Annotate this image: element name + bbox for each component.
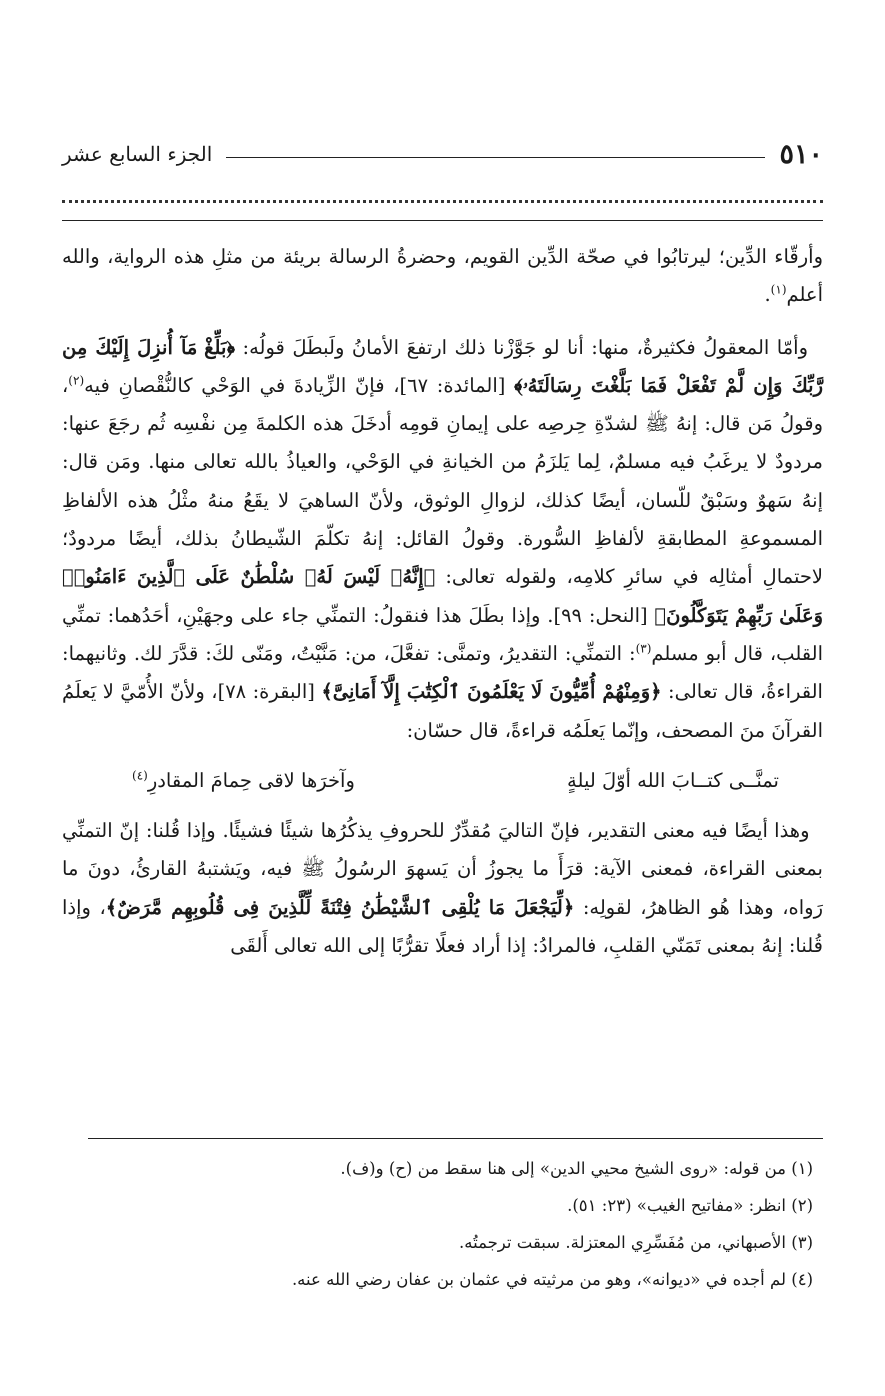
verse-second-hemistich-wrap [132,762,355,800]
header-rule [226,157,765,158]
body-top-rule [62,220,823,221]
footnote-1: (١) من قوله: «روى الشيخ محيي الدين» إلى هنا سقط من (ح) و(ف). [340,1159,813,1178]
page-header [62,134,823,174]
paragraph-2-text-d: [النحل: ٩٩]. وإذا بطَلَ هذا فنقولُ: التمنِّي جاء على وجهَيْنِ، أحَدُهما: تمنِّي القلب، قال أبو مسلم [62,603,823,665]
paragraph-1-text: وأرقّاء الدِّين؛ ليرتابُوا في صحّة الدِّين القويم، وحضرةُ الرسالة بريئة من مثلِ هذه الرواية، والله أعلم [62,245,823,307]
footnote-rule [88,1138,823,1139]
paragraph-2-text-a: وأمّا المعقولُ فكثيرةٌ، منها: أنا لو جَوَّزْنا ذلك ارتفعَ الأمانُ ولَبطَلَ قولُه: [242,335,809,359]
paragraph-3 [62,812,823,965]
dotted-separator [62,200,823,203]
main-text [62,238,823,965]
footnote-ref-2: (٢) [68,373,85,388]
footnotes [62,1150,813,1298]
footnote-ref-1: (١) [770,282,787,297]
paragraph-2 [62,329,823,750]
footnote-ref-4: (٤) [132,768,148,783]
paragraph-1: وأرقّاء الدِّين؛ ليرتابُوا في صحّة الدِّين القويم، وحضرةُ الرسالة بريئة من مثلِ هذه الرواية، والله أعلم$^{(١)}$. [62,245,823,307]
paragraph-3-text-b: ، وإذا قُلنا: إنهُ بمعنى تَمَنّي القلبِ، فالمرادُ: إذا أراد فعلًا تقرُّبًا إلى الله تعالى أَلقَى [62,895,823,958]
footnote-4: (٤) لم أجده في «ديوانه»، وهو من مرثيته في عثمان بن عفان رضي الله عنه. [291,1270,813,1289]
paragraph-2-text-c: ، وقولُ مَن قال: إنهُ ﷺ لشدّةِ حِرصِه على إيمانِ قومِه أدخَلَ هذه الكلمةَ مِن نفْسِه ثُم رجَعَ عنها: مردودٌ لا يرغَبُ فيه مسلمٌ، لِما يَلزَمُ من الخيانةِ في الوَحْي، والعياذُ بالله تعالى منها. ومَن قال: إنهُ سَهوٌ وسَبْقٌ للّسان، أيضًا كذلك، لزوالِ الوثوق، ولأنّ الساهيَ لا يقَعُ منهُ مثْلُ هذه الألفاظِ المسموعةِ المطابقةِ لألفاظِ السُّورة. وقولُ القائل: إنهُ تكلّمَ الشّيطانُ بذلك، أيضًا مردودٌ؛ لاحتمالِ أمثالِه في سائرِ كلامِه، ولقوله تعالى: [62,373,824,589]
paragraph-2-text-f: [البقرة: ٧٨]، ولأنّ الأُمّيَّ لا يَعلَمُ القرآنَ منَ المصحف، وإنّما يَعلَمُه قراءةً، قال حسّان: [62,680,823,742]
footnote-2: (٢) انظر: «مفاتيح الغيب» (٢٣: ٥١). [567,1196,813,1215]
paragraph-2-text-b: [المائدة: ٦٧]، فإنّ الزِّيادةَ في الوَحْي كالنُّقْصانِ فيه [84,373,506,397]
footnote-3: (٣) الأصبهاني، من مُفَسِّرِي المعتزلة. سبقت ترجمتُه. [459,1233,813,1252]
running-title: الجزء السابع عشر [62,142,213,166]
footnote-ref-3: (٣) [635,641,652,656]
quran-quote-maida: ﴿بَلِّغْ مَآ أُنزِلَ إِلَيْكَ مِن رَّبِّكَ وَإِن لَّمْ تَفْعَلْ فَمَا بَلَّغْتَ رِسَالَتَهُۥ﴾ [62,335,823,397]
poetry-verse [62,762,823,800]
quran-quote-baqara: ﴿وَمِنْهُمْ أُمِّيُّونَ لَا يَعْلَمُونَ ٱلْكِتَٰبَ إِلَّآ أَمَانِىَّ﴾ [321,680,662,704]
verse-first-hemistich: تمنَّــى كتــابَ الله أوّلَ ليلةٍ [567,768,779,792]
quran-quote-nahl: ﴿إِنَّهُۥ لَيْسَ لَهُۥ سُلْطَٰنٌ عَلَى ٱلَّذِينَ ءَامَنُوا۟ وَعَلَىٰ رَبِّهِمْ يَتَوَكَّلُونَ﴾ [62,565,824,627]
verse-second-hemistich: وآخرَها لاقى حِمامَ المقادرِ [147,768,355,792]
paragraph-3-text-a: وهذا أيضًا فيه معنى التقدير، فإنّ التاليَ مُقدِّرٌ للحروفِ يذكُرُها شيئًا فشيئًا. وإذا قُلنا: إنّ التمنِّي بمعنى القراءة، فمعنى الآية: قرَأَ ما يجوزُ أن يَسهوَ الرسُولُ ﷺ فيه، ويَشتبهُ القارئُ، دونَ ما رَواه، وهذا هُو الظاهرُ، لقولِه: [62,819,823,919]
page-number: ٥١٠ [779,138,823,170]
paragraph-2-text-e: : التمنِّي: التقديرُ، وتمنَّى: تفعَّلَ، من: مَنَّيْتُ، ومَنّى لكَ: قدَّرَ لك. وثانيهما: القراءةُ، قال تعالى: [62,641,823,704]
quran-quote-hajj: ﴿لِّيَجْعَلَ مَا يُلْقِى ٱلشَّيْطَٰنُ فِتْنَةً لِّلَّذِينَ فِى قُلُوبِهِم مَّرَضٌ﴾ [105,895,575,919]
